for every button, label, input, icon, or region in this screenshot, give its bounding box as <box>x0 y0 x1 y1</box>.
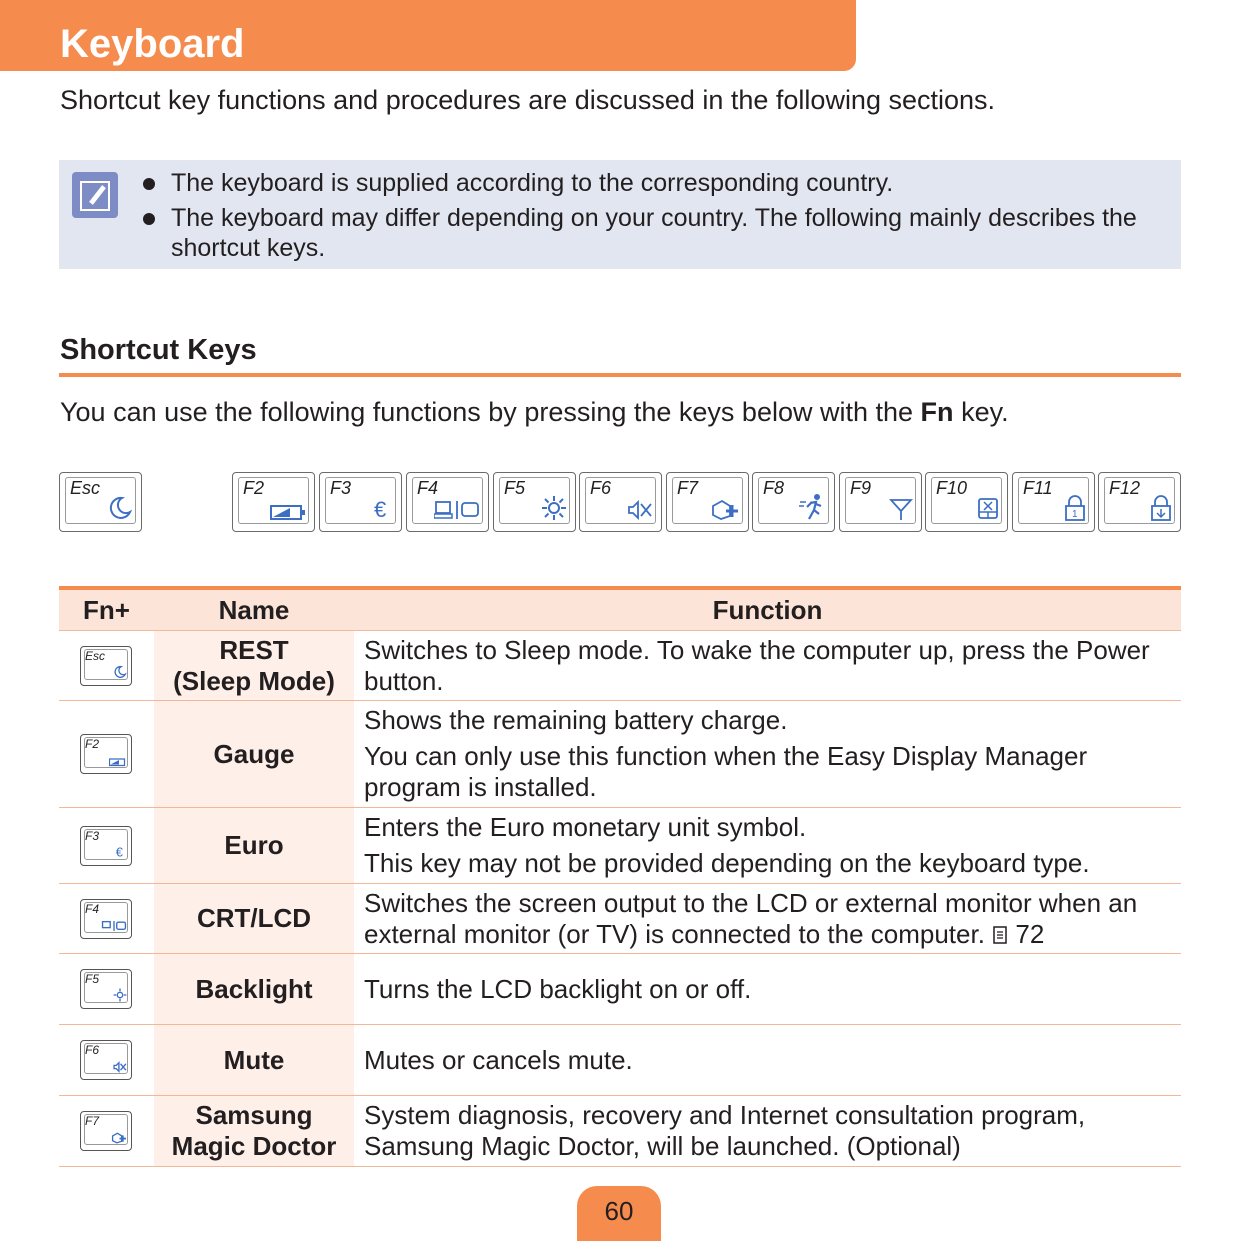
key-esc-mini: Esc <box>80 646 132 686</box>
table-row <box>59 1096 1181 1167</box>
svg-text:€: € <box>115 844 123 859</box>
key-f7: F7 <box>666 472 749 532</box>
column-header-fn: Fn+ <box>59 588 154 631</box>
row-name: Mute <box>154 1025 354 1096</box>
note-list <box>171 168 1171 268</box>
key-f5: F5 <box>493 472 576 532</box>
table-row <box>59 884 1181 954</box>
intro-text: Shortcut key functions and procedures are discussed in the following sections. <box>60 85 996 115</box>
title-bar <box>0 0 856 71</box>
key-f5-mini: F5 <box>80 969 132 1009</box>
svg-text:€: € <box>374 497 387 521</box>
row-function: Switches the screen output to the LCD or external monitor when an external monitor (or TV) is connected to the computer. 72 <box>354 884 1181 954</box>
shortcut-table <box>59 586 1181 1167</box>
row-function: Enters the Euro monetary unit symbol. This key may not be provided depending on the keyboard type. <box>354 808 1181 884</box>
mute-icon <box>113 1061 127 1073</box>
brightness-icon <box>541 495 567 521</box>
key-f2-mini: F2 <box>80 734 132 774</box>
row-function: Turns the LCD backlight on or off. <box>354 954 1181 1025</box>
page-reference-icon <box>992 925 1008 945</box>
pencil-note-icon <box>72 172 118 218</box>
key-f3: F3 € <box>319 472 402 532</box>
page-number: 60 <box>604 1196 634 1226</box>
note-item: The keyboard is supplied according to the corresponding country. <box>171 168 1171 198</box>
touchpad-off-icon <box>977 497 999 521</box>
key-f10: F10 <box>925 472 1008 532</box>
num-lock-icon <box>1064 495 1086 521</box>
table-row <box>59 1025 1181 1096</box>
euro-icon <box>373 497 393 521</box>
key-f11: F11 1 <box>1012 472 1095 532</box>
table-row <box>59 808 1181 884</box>
brightness-icon <box>113 988 127 1002</box>
svg-text:1: 1 <box>1072 509 1078 520</box>
scroll-lock-icon <box>1150 495 1172 521</box>
row-function: Mutes or cancels mute. <box>354 1025 1181 1096</box>
key-f7-mini: F7 <box>80 1111 132 1151</box>
table-row <box>59 701 1181 808</box>
battery-icon <box>270 503 306 521</box>
note-item: The keyboard may differ depending on your country. The following mainly describes the shortcut keys. <box>171 203 1171 263</box>
column-header-function: Function <box>354 588 1181 631</box>
row-name: Euro <box>154 808 354 884</box>
euro-icon <box>115 845 127 859</box>
row-name: REST (Sleep Mode) <box>154 631 354 701</box>
monitor-switch-icon <box>434 499 480 521</box>
table-row <box>59 954 1181 1025</box>
usage-text: You can use the following functions by pressing the keys below with the Fn key. <box>60 397 1009 427</box>
row-function: Shows the remaining battery charge. You can only use this function when the Easy Display Manager program is installed. <box>354 701 1181 808</box>
mute-icon <box>627 499 653 521</box>
page-title: Keyboard <box>60 22 245 66</box>
table-row <box>59 631 1181 701</box>
key-f6-mini: F6 <box>80 1040 132 1080</box>
runner-icon <box>798 493 826 521</box>
battery-icon <box>109 757 127 767</box>
row-name: Gauge <box>154 701 354 808</box>
moon-icon <box>107 495 133 521</box>
note-box <box>59 160 1181 269</box>
page-number-badge <box>577 1186 661 1241</box>
page-reference[interactable]: 72 <box>1015 918 1045 949</box>
magic-doctor-icon <box>111 1131 127 1144</box>
row-name: CRT/LCD <box>154 884 354 954</box>
key-f9: F9 <box>839 472 922 532</box>
row-function: System diagnosis, recovery and Internet consultation program, Samsung Magic Doctor, will be launched. (Optional) <box>354 1096 1181 1167</box>
key-f8: F8 <box>752 472 835 532</box>
key-f2: F2 <box>232 472 315 532</box>
row-name: Backlight <box>154 954 354 1025</box>
key-f3-mini: F3 € <box>80 826 132 866</box>
moon-icon <box>113 665 127 679</box>
key-f12: F12 <box>1098 472 1181 532</box>
fn-key-label: Fn <box>920 397 954 427</box>
magic-doctor-icon <box>710 497 740 521</box>
column-header-name: Name <box>154 588 354 631</box>
row-name: Samsung Magic Doctor <box>154 1096 354 1167</box>
monitor-switch-icon <box>101 920 127 932</box>
key-f4-mini: F4 <box>80 899 132 939</box>
key-esc: Esc <box>59 472 142 532</box>
row-function: Switches to Sleep mode. To wake the computer up, press the Power button. <box>354 631 1181 701</box>
key-f4: F4 <box>406 472 489 532</box>
section-divider <box>59 373 1181 377</box>
key-f6: F6 <box>579 472 662 532</box>
antenna-icon <box>889 497 913 521</box>
section-title: Shortcut Keys <box>60 334 257 366</box>
